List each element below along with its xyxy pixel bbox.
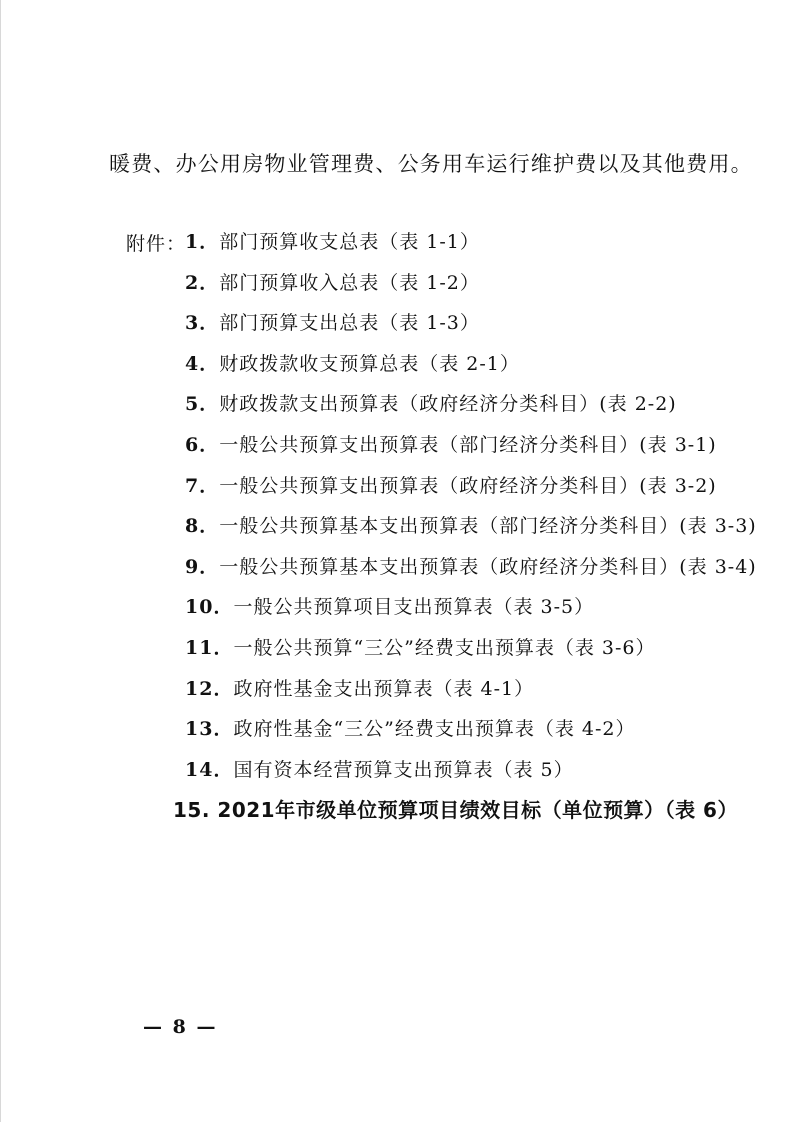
- attachment-title: 2021年市级单位预算项目绩效目标（单位预算）（表 6）: [217, 798, 738, 823]
- attachment-number: 1．: [185, 231, 220, 253]
- attachment-title: 财政拨款支出预算表（政府经济分类科目）(表 2-2): [219, 393, 677, 416]
- attachment-title: 部门预算支出总表（表 1-3）: [219, 312, 480, 335]
- attachment-item: [185, 432, 757, 473]
- attachment-number: 4．: [185, 352, 220, 375]
- attachment-number: 14．: [185, 758, 234, 781]
- attachment-number: 3．: [185, 312, 220, 335]
- attachment-title: 一般公共预算支出预算表（政府经济分类科目）(表 3-2): [219, 474, 717, 497]
- attachment-title: 财政拨款收支预算总表（表 2-1）: [219, 352, 520, 375]
- attachment-item: [185, 473, 757, 514]
- attachment-item: [185, 757, 757, 798]
- attachment-title: 一般公共预算项目支出预算表（表 3-5）: [233, 596, 595, 619]
- attachment-title: 国有资本经营预算支出预算表（表 5）: [233, 758, 574, 781]
- attachments-label: 附件：: [126, 233, 187, 255]
- attachment-item: [173, 797, 757, 838]
- attachment-number: 5．: [185, 393, 220, 416]
- attachment-title: 一般公共预算基本支出预算表（政府经济分类科目）(表 3-4): [219, 555, 757, 578]
- attachment-item: [185, 635, 757, 676]
- attachment-title: 一般公共预算基本支出预算表（部门经济分类科目）(表 3-3): [219, 515, 757, 538]
- attachment-item: [185, 391, 757, 432]
- attachment-number: 13．: [185, 718, 234, 741]
- attachment-title: 政府性基金支出预算表（表 4-1）: [233, 677, 535, 700]
- attachment-item: [185, 351, 757, 392]
- page-number: — 8 —: [143, 1016, 218, 1038]
- attachment-number: 15.: [173, 798, 218, 823]
- attachment-number: 12．: [185, 677, 234, 700]
- attachment-number: 8．: [185, 515, 220, 538]
- attachment-number: 10．: [185, 596, 234, 619]
- attachment-item: [185, 513, 757, 554]
- attachment-title: 一般公共预算支出预算表（部门经济分类科目）(表 3-1): [219, 433, 717, 456]
- attachment-title: 部门预算收入总表（表 1-2）: [219, 271, 480, 294]
- attachment-item: [185, 676, 757, 717]
- attachment-number: 11．: [185, 636, 234, 659]
- attachment-item: [185, 594, 757, 635]
- attachment-number: 2．: [185, 271, 220, 294]
- attachment-title: 政府性基金“三公”经费支出预算表（表 4-2）: [233, 718, 636, 741]
- attachment-number: 6．: [185, 433, 220, 456]
- attachment-item: [185, 229, 757, 270]
- attachment-number: 9．: [185, 555, 220, 578]
- attachment-item: [185, 270, 757, 311]
- attachment-item: [185, 310, 757, 351]
- attachments-list: [173, 229, 757, 838]
- attachment-number: 7．: [185, 474, 220, 497]
- attachment-item: [185, 716, 757, 757]
- attachment-item: [185, 554, 757, 595]
- attachment-title: 一般公共预算“三公”经费支出预算表（表 3-6）: [233, 636, 656, 659]
- attachment-title: 部门预算收支总表（表 1-1）: [219, 231, 480, 253]
- continuation-paragraph: 暖费、办公用房物业管理费、公务用车运行维护费以及其他费用。: [109, 152, 753, 176]
